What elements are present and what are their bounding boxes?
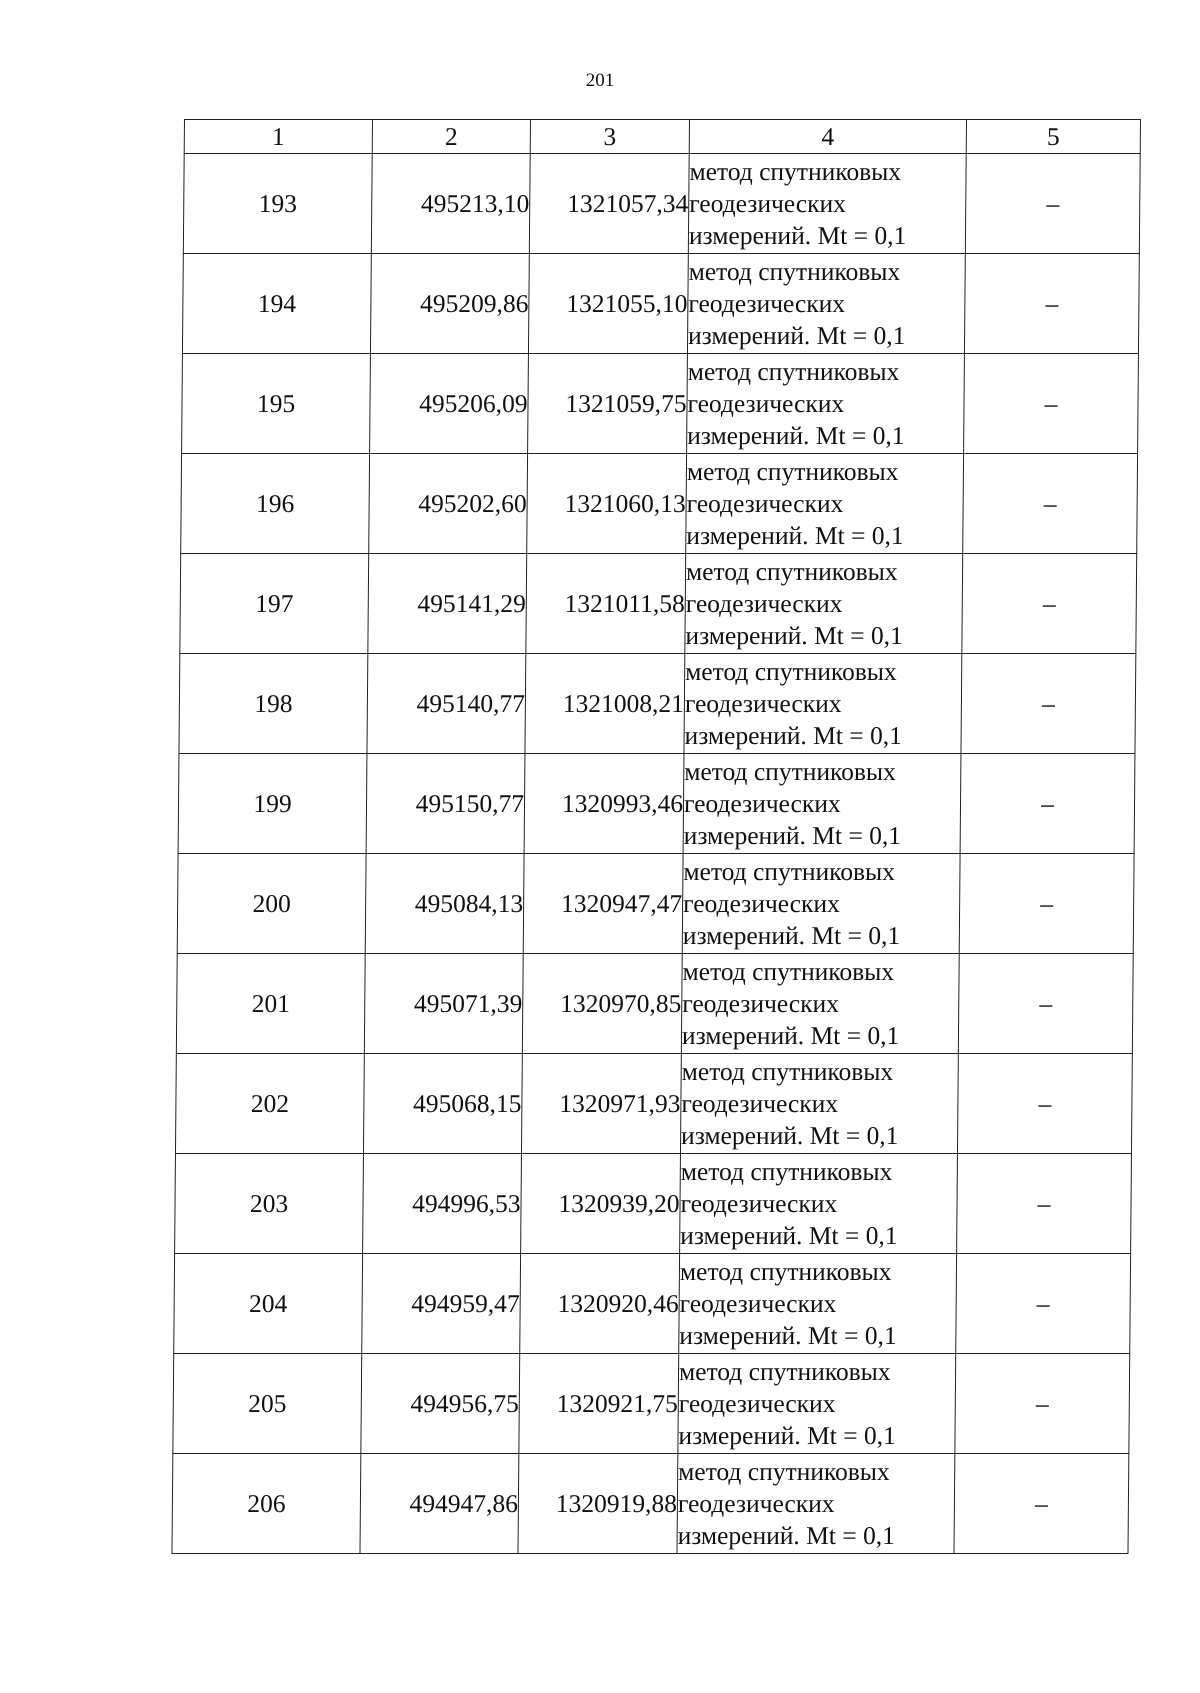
- method-line: измерений. Mt = 0,1: [687, 320, 906, 350]
- x-coordinate-cell: 495068,15: [363, 1054, 522, 1154]
- method-line: метод спутниковых: [686, 456, 899, 486]
- table-row: [182, 254, 1139, 354]
- x-coordinate-cell: 495213,10: [371, 154, 530, 254]
- header-row: [184, 120, 1140, 154]
- table-row: [176, 954, 1133, 1054]
- method-line: измерений. Mt = 0,1: [686, 520, 904, 550]
- header-col-3: 3: [530, 120, 689, 154]
- note-cell: –: [955, 1354, 1130, 1454]
- method-line: геодезических: [685, 588, 843, 618]
- method-line: метод спутниковых: [684, 756, 896, 786]
- y-coordinate-cell: 1320971,93: [521, 1054, 681, 1154]
- method-line: метод спутниковых: [685, 656, 897, 686]
- x-coordinate-cell: 495209,86: [370, 254, 529, 354]
- table-row: [173, 1354, 1130, 1454]
- method-line: геодезических: [677, 1488, 835, 1518]
- note-cell: –: [957, 1054, 1132, 1154]
- method-line: измерений. Mt = 0,1: [684, 720, 903, 750]
- method-line: измерений. Mt = 0,1: [681, 1020, 900, 1050]
- method-line: метод спутниковых: [685, 556, 898, 586]
- note-cell: –: [964, 254, 1139, 354]
- method-cell: [678, 1354, 956, 1454]
- note-cell: –: [954, 1454, 1129, 1554]
- point-number-cell: 203: [175, 1154, 364, 1254]
- header-col-4: 4: [689, 120, 966, 154]
- method-cell: [685, 554, 963, 654]
- x-coordinate-cell: 494956,75: [361, 1354, 520, 1454]
- point-number-cell: 202: [175, 1054, 364, 1154]
- y-coordinate-cell: 1320920,46: [520, 1254, 680, 1354]
- method-line: измерений. Mt = 0,1: [681, 1120, 899, 1150]
- table-row: [179, 654, 1136, 754]
- table-row: [183, 154, 1140, 254]
- point-number-cell: 204: [174, 1254, 363, 1354]
- method-line: метод спутниковых: [688, 256, 901, 286]
- method-line: метод спутниковых: [683, 856, 896, 886]
- point-number-cell: 198: [179, 654, 368, 754]
- note-cell: –: [957, 1154, 1132, 1254]
- method-cell: [679, 1254, 957, 1354]
- point-number-cell: 195: [182, 354, 371, 454]
- method-line: геодезических: [679, 1288, 837, 1318]
- method-line: геодезических: [688, 288, 846, 318]
- x-coordinate-cell: 494947,86: [360, 1454, 519, 1554]
- point-number-cell: 199: [178, 754, 367, 854]
- method-line: геодезических: [684, 688, 842, 718]
- method-cell: [680, 1154, 958, 1254]
- method-line: геодезических: [683, 788, 841, 818]
- y-coordinate-cell: 1321060,13: [527, 454, 687, 554]
- method-line: метод спутниковых: [680, 1156, 893, 1186]
- header-col-1: 1: [184, 120, 372, 154]
- coordinates-table: [171, 119, 1141, 1554]
- method-line: измерений. Mt = 0,1: [682, 920, 901, 950]
- method-line: метод спутниковых: [679, 1256, 892, 1286]
- method-line: геодезических: [686, 488, 844, 518]
- note-cell: –: [963, 454, 1138, 554]
- table-row: [181, 454, 1138, 554]
- note-cell: –: [965, 154, 1140, 254]
- point-number-cell: 194: [182, 254, 371, 354]
- y-coordinate-cell: 1320919,88: [518, 1454, 678, 1554]
- y-coordinate-cell: 1320993,46: [524, 754, 684, 854]
- y-coordinate-cell: 1320921,75: [519, 1354, 679, 1454]
- table-row: [180, 554, 1137, 654]
- coordinates-table-wrapper: [171, 119, 1140, 1554]
- method-line: геодезических: [682, 988, 840, 1018]
- method-line: геодезических: [678, 1388, 836, 1418]
- table-row: [182, 354, 1139, 454]
- point-number-cell: 197: [180, 554, 369, 654]
- method-line: геодезических: [687, 388, 845, 418]
- method-cell: [677, 1454, 955, 1554]
- x-coordinate-cell: 495150,77: [366, 754, 525, 854]
- header-col-2: 2: [372, 120, 530, 154]
- note-cell: –: [961, 654, 1136, 754]
- x-coordinate-cell: 495202,60: [369, 454, 528, 554]
- table-row: [172, 1454, 1129, 1554]
- x-coordinate-cell: 494996,53: [363, 1154, 522, 1254]
- method-line: измерений. Mt = 0,1: [677, 1520, 896, 1550]
- method-cell: [688, 154, 966, 254]
- method-line: измерений. Mt = 0,1: [688, 220, 907, 250]
- table-header: [184, 120, 1140, 154]
- method-line: измерений. Mt = 0,1: [679, 1320, 897, 1350]
- note-cell: –: [958, 954, 1133, 1054]
- x-coordinate-cell: 495141,29: [368, 554, 527, 654]
- y-coordinate-cell: 1321055,10: [528, 254, 688, 354]
- method-cell: [686, 454, 964, 554]
- method-line: метод спутниковых: [689, 156, 902, 186]
- method-cell: [684, 654, 962, 754]
- y-coordinate-cell: 1321059,75: [528, 354, 688, 454]
- x-coordinate-cell: 495140,77: [367, 654, 526, 754]
- y-coordinate-cell: 1321057,34: [529, 154, 689, 254]
- point-number-cell: 200: [177, 854, 366, 954]
- x-coordinate-cell: 495206,09: [370, 354, 529, 454]
- note-cell: –: [960, 754, 1135, 854]
- method-line: метод спутниковых: [681, 1056, 894, 1086]
- method-cell: [683, 754, 961, 854]
- method-line: геодезических: [681, 1088, 839, 1118]
- note-cell: –: [956, 1254, 1131, 1354]
- x-coordinate-cell: 495071,39: [364, 954, 523, 1054]
- method-line: измерений. Mt = 0,1: [685, 620, 903, 650]
- point-number-cell: 206: [172, 1454, 361, 1554]
- method-line: метод спутниковых: [687, 356, 900, 386]
- point-number-cell: 193: [183, 154, 372, 254]
- method-line: метод спутниковых: [678, 1356, 891, 1386]
- point-number-cell: 196: [181, 454, 370, 554]
- method-line: метод спутниковых: [682, 956, 895, 986]
- note-cell: –: [964, 354, 1139, 454]
- table-row: [177, 854, 1134, 954]
- table-row: [175, 1054, 1132, 1154]
- method-cell: [681, 954, 959, 1054]
- table-row: [178, 754, 1135, 854]
- y-coordinate-cell: 1320947,47: [523, 854, 683, 954]
- method-cell: [682, 854, 960, 954]
- method-line: измерений. Mt = 0,1: [687, 420, 905, 450]
- method-line: метод спутниковых: [678, 1456, 890, 1486]
- table-body: [172, 154, 1140, 1554]
- table-row: [175, 1154, 1132, 1254]
- y-coordinate-cell: 1321008,21: [525, 654, 685, 754]
- method-line: геодезических: [680, 1188, 838, 1218]
- x-coordinate-cell: 494959,47: [362, 1254, 521, 1354]
- method-cell: [687, 354, 965, 454]
- method-line: геодезических: [689, 188, 847, 218]
- y-coordinate-cell: 1320970,85: [522, 954, 682, 1054]
- note-cell: –: [959, 854, 1134, 954]
- y-coordinate-cell: 1321011,58: [526, 554, 686, 654]
- point-number-cell: 201: [176, 954, 365, 1054]
- table-row: [174, 1254, 1131, 1354]
- page-number: 201: [585, 70, 615, 91]
- method-cell: [680, 1054, 958, 1154]
- method-cell: [687, 254, 965, 354]
- x-coordinate-cell: 495084,13: [365, 854, 524, 954]
- header-col-5: 5: [966, 120, 1140, 154]
- method-line: измерений. Mt = 0,1: [683, 820, 902, 850]
- note-cell: –: [962, 554, 1137, 654]
- point-number-cell: 205: [173, 1354, 362, 1454]
- y-coordinate-cell: 1320939,20: [521, 1154, 681, 1254]
- method-line: геодезических: [683, 888, 840, 918]
- method-line: измерений. Mt = 0,1: [678, 1420, 896, 1450]
- method-line: измерений. Mt = 0,1: [680, 1220, 898, 1250]
